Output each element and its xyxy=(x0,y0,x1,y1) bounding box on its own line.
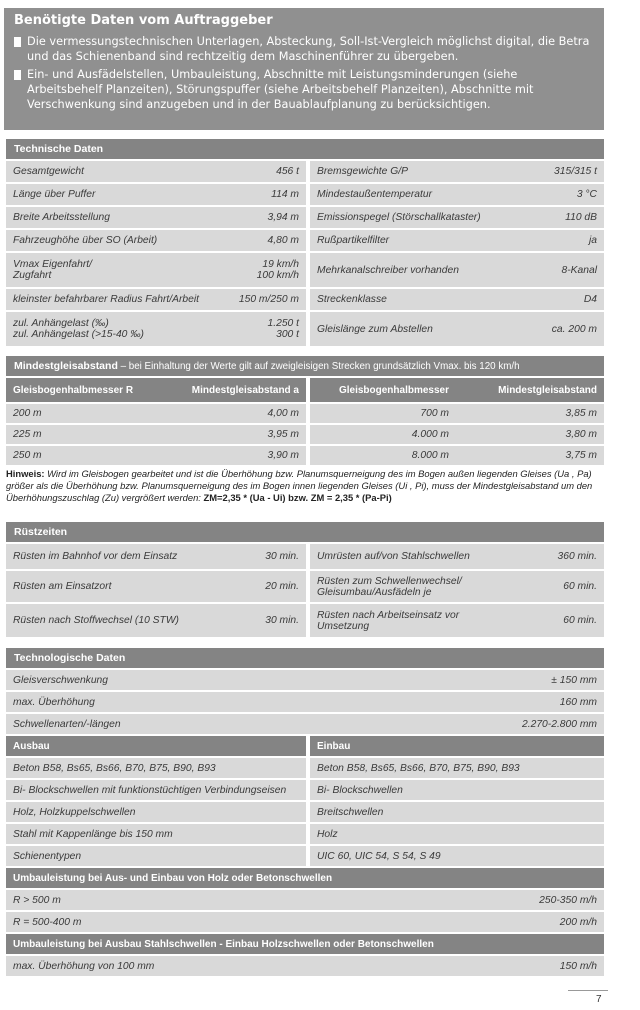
page-number-rule xyxy=(568,990,608,991)
hinweis-note: Hinweis: Wird im Gleisbogen gearbeitet und ist die Überhöhung bzw. Planumsquerneigung des im Bogen außen liegenden Gleises (Ua , Pa) größer als die Überhöhung bzw. Planumsquerneigung des im Bogen innen liegenden Gleises (Ui , Pi), muss der Mindestgleisabstand um den Überhöhungszuschlag (Zu) vergrößert werden: ZM=2,35 * (Ua - Ui) bzw. ZM = 2,35 * (Pa-Pi) xyxy=(6,468,593,503)
umbau2-header: Umbauleistung bei Ausbau Stahlschwellen - Einbau Holzschwellen oder Betonschwellen xyxy=(6,934,604,954)
ausbau-einbau-headers: Ausbau Einbau xyxy=(6,736,604,756)
mindest-header: Mindestgleisabstand – bei Einhaltung der Werte gilt auf zweigleisigen Strecken grundsätzlich Vmax. bis 120 km/h xyxy=(6,356,604,376)
auftraggeber-title: Benötigte Daten vom Auftraggeber xyxy=(14,13,273,28)
table-row: zul. Anhängelast (‰) zul. Anhängelast (>15-40 ‰) 1.250 t 300 t Gleislänge zum Abstellen ca. 200 m xyxy=(6,312,604,346)
table-row: 250 m 3,90 m 8.000 m 3,75 m xyxy=(6,446,604,465)
table-row: Gesamtgewicht 456 t Bremsgewichte G/P 315/315 t xyxy=(6,161,604,182)
table-row: R > 500 m 250-350 m/h xyxy=(6,890,604,910)
table-row: 225 m 3,95 m 4.000 m 3,80 m xyxy=(6,425,604,444)
bullet-square-icon xyxy=(14,70,21,80)
bullet-square-icon xyxy=(14,37,21,47)
bullet-item: Die vermessungstechnischen Unterlagen, Absteckung, Soll-Ist-Vergleich möglichst digital, die Betra und das Schienenband sind rechtzeitig dem Maschinenführer zu übergeben. xyxy=(14,34,594,64)
techno-header: Technologische Daten xyxy=(6,648,604,668)
page-number: 7 xyxy=(596,994,602,1005)
table-row: Rüsten im Bahnhof vor dem Einsatz 30 min. Umrüsten auf/von Stahlschwellen 360 min. xyxy=(6,544,604,569)
table-row: max. Überhöhung von 100 mm 150 m/h xyxy=(6,956,604,976)
table-row: kleinster befahrbarer Radius Fahrt/Arbeit 150 m/250 m Streckenklasse D4 xyxy=(6,289,604,310)
technische-header: Technische Daten xyxy=(6,139,604,159)
umbau1-header: Umbauleistung bei Aus- und Einbau von Holz oder Betonschwellen xyxy=(6,868,604,888)
table-row: Rüsten nach Stoffwechsel (10 STW) 30 min. Rüsten nach Arbeitseinsatz vor Umsetzung 60 min. xyxy=(6,604,604,637)
table-row: Schwellenarten/-längen 2.270-2.800 mm xyxy=(6,714,604,734)
table-row: Länge über Puffer 114 m Mindestaußentemperatur 3 °C xyxy=(6,184,604,205)
table-row: Beton B58, Bs65, Bs66, B70, B75, B90, B93 Beton B58, Bs65, Bs66, B70, B75, B90, B93 xyxy=(6,758,604,778)
bullet-item: Ein- und Ausfädelstellen, Umbauleistung, Abschnitte mit Leistungsminderungen (siehe Arbeitsbehelf Planzeiten), Störungspuffer (siehe Arbeitsbehelf Planzeiten), Abschnitte mit Verschwenkung sind anzugeben und in der Bauablaufplanung zu berücksichtigen. xyxy=(14,67,594,112)
table-row: Bi- Blockschwellen mit funktionstüchtigen Verbindungseisen Bi- Blockschwellen xyxy=(6,780,604,800)
auftraggeber-box xyxy=(4,8,604,130)
mindest-column-headers: Gleisbogenhalbmesser R Mindestgleisabstand a Gleisbogenhalbmesser Mindestgleisabstand xyxy=(6,378,604,402)
ruest-header: Rüstzeiten xyxy=(6,522,604,542)
table-row: Fahrzeughöhe über SO (Arbeit) 4,80 m Rußpartikelfilter ja xyxy=(6,230,604,251)
table-row: max. Überhöhung 160 mm xyxy=(6,692,604,712)
table-row: Vmax Eigenfahrt/ Zugfahrt 19 km/h 100 km/h Mehrkanalschreiber vorhanden 8-Kanal xyxy=(6,253,604,287)
table-row: Stahl mit Kappenlänge bis 150 mm Holz xyxy=(6,824,604,844)
table-row: Rüsten am Einsatzort 20 min. Rüsten zum Schwellenwechsel/ Gleisumbau/Ausfädeln je 60 min. xyxy=(6,571,604,602)
table-row: 200 m 4,00 m 700 m 3,85 m xyxy=(6,404,604,423)
table-row: R = 500-400 m 200 m/h xyxy=(6,912,604,932)
table-row: Breite Arbeitsstellung 3,94 m Emissionspegel (Störschallkataster) 110 dB xyxy=(6,207,604,228)
table-row: Holz, Holzkuppelschwellen Breitschwellen xyxy=(6,802,604,822)
table-row: Schienentypen UIC 60, UIC 54, S 54, S 49 xyxy=(6,846,604,866)
table-row: Gleisverschwenkung ± 150 mm xyxy=(6,670,604,690)
